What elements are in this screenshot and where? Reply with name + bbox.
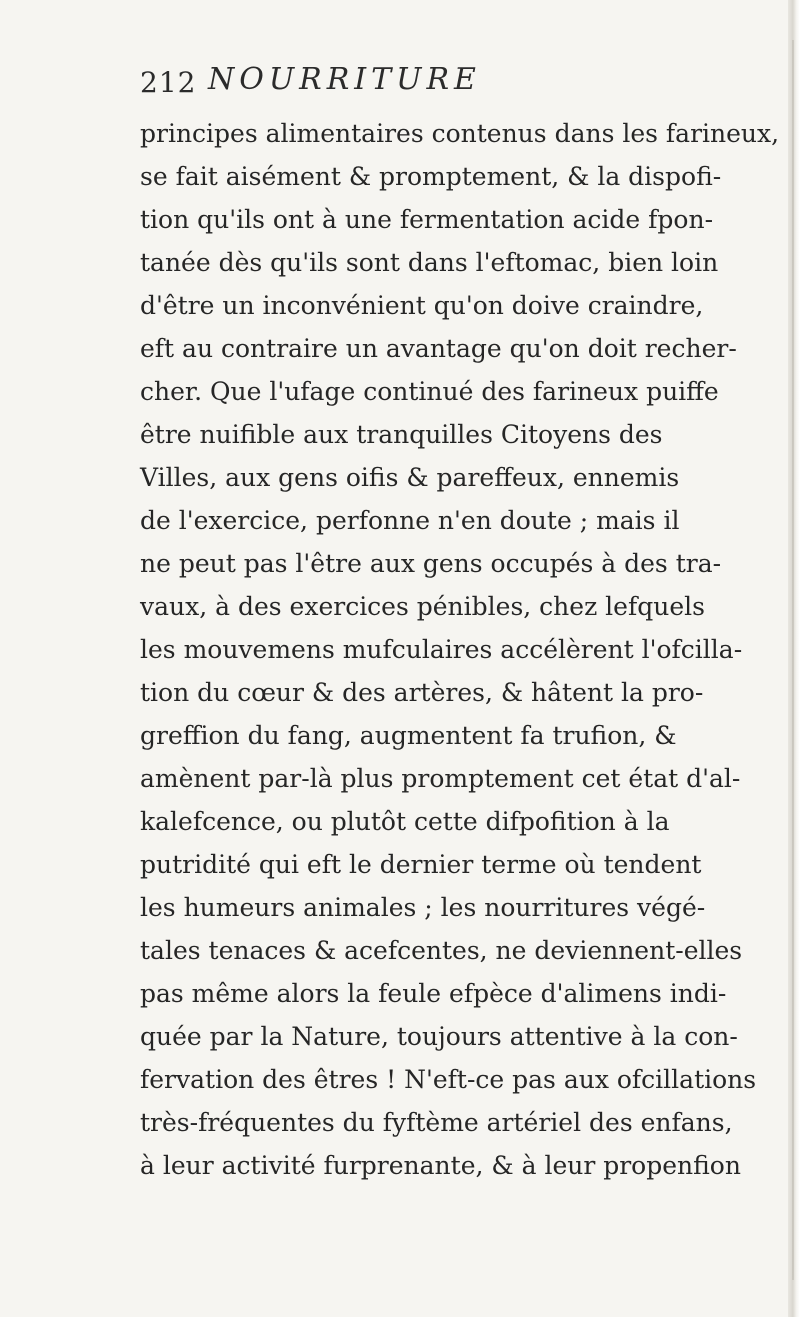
text-line: tion qu'ils ont à une fermentation acide fpon-: [140, 205, 714, 234]
page-number: 212: [140, 66, 197, 99]
text-line: d'être un inconvénient qu'on doive craindre,: [140, 291, 704, 320]
text-line: quée par la Nature, toujours attentive à la con-: [140, 1022, 738, 1051]
text-line: fervation des êtres ! N'eft-ce pas aux ofcillations: [140, 1065, 757, 1094]
page-edge-line: [792, 40, 794, 1280]
text-line: à leur activité furprenante, & à leur propenfion: [140, 1151, 741, 1180]
text-line: les mouvemens mufculaires accélèrent l'ofcilla-: [140, 635, 743, 664]
text-line: Villes, aux gens oifis & pareffeux, ennemis: [140, 463, 680, 492]
text-line: cher. Que l'ufage continué des farineux puiffe: [140, 377, 719, 406]
text-line: ne peut pas l'être aux gens occupés à des tra-: [140, 549, 722, 578]
text-line: de l'exercice, perfonne n'en doute ; mais il: [140, 506, 680, 535]
page-edge: [788, 0, 800, 1317]
text-line: être nuifible aux tranquilles Citoyens des: [140, 420, 663, 449]
text-line: greffion du fang, augmentent fa trufion, &: [140, 721, 677, 750]
text-line: tanée dès qu'ils sont dans l'eftomac, bien loin: [140, 248, 719, 277]
text-line: pas même alors la feule efpèce d'alimens indi-: [140, 979, 727, 1008]
page-header: [140, 62, 700, 106]
text-line: principes alimentaires contenus dans les farineux,: [140, 119, 780, 148]
text-line: très-fréquentes du fyftème artériel des enfans,: [140, 1108, 733, 1137]
text-line: vaux, à des exercices pénibles, chez lefquels: [140, 592, 705, 621]
text-line: kalefcence, ou plutôt cette difpofition à la: [140, 807, 670, 836]
text-line: tales tenaces & acefcentes, ne deviennent-elles: [140, 936, 743, 965]
text-line: tion du cœur & des artères, & hâtent la pro-: [140, 678, 704, 707]
running-head: NOURRITURE: [208, 62, 481, 97]
text-line: se fait aisément & promptement, & la dispofi-: [140, 162, 722, 191]
text-line: amènent par-là plus promptement cet état d'al-: [140, 764, 741, 793]
text-body: [140, 112, 780, 1187]
text-line: putridité qui eft le dernier terme où tendent: [140, 850, 702, 879]
text-line: eft au contraire un avantage qu'on doit recher-: [140, 334, 737, 363]
text-line: les humeurs animales ; les nourritures végé-: [140, 893, 706, 922]
